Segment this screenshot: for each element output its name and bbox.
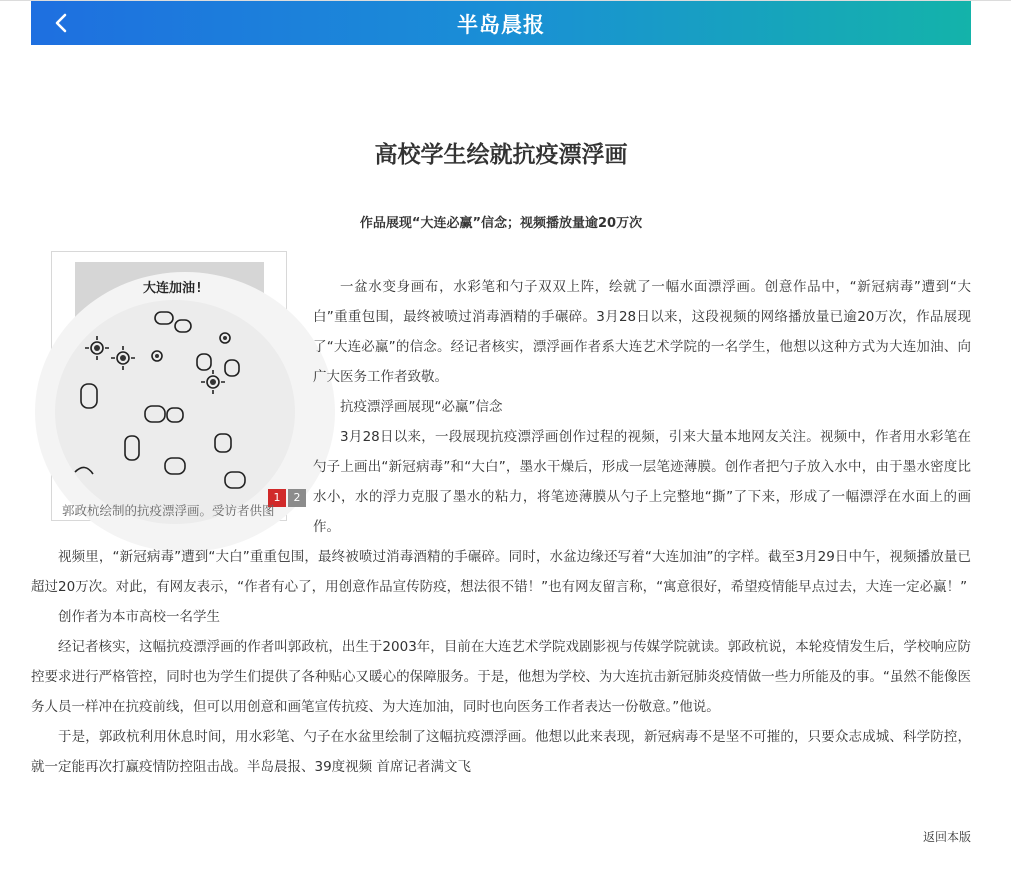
article-title: 高校学生绘就抗疫漂浮画 bbox=[374, 142, 628, 168]
paragraph: 视频里，“新冠病毒”遭到“大白”重重包围，最终被喷过消毒酒精的手碾碎。同时，水盆边缘还写着“大连加油”的字样。截至3月29日中午，视频播放量已超过20万次。对此，有网友表示，“作者有心了，用创意作品宣传防疫，想法很不错！”也有网友留言称，“寓意很好，希望疫情能早点过去，大连一定必赢！” bbox=[31, 549, 971, 595]
paragraph: 一盆水变身画布，水彩笔和勺子双双上阵，绘就了一幅水面漂浮画。创意作品中，“新冠病毒”遭到“大白”重重包围，最终被喷过消毒酒精的手碾碎。3月28日以来，这段视频的网络播放量已逾20万次，作品展现了“大连必赢”的信念。经记者核实，漂浮画作者系大连艺术学院的一名学生，他想以这种方式为大连加油、向广大医务工作者致敬。 bbox=[313, 279, 971, 385]
photo-handwriting: 大连加油! bbox=[143, 281, 203, 296]
back-to-section-link[interactable]: 返回本版 bbox=[922, 830, 971, 844]
header-bar bbox=[31, 1, 971, 45]
article-body bbox=[31, 272, 971, 782]
section-heading: 抗疫漂浮画展现“必赢”信念 bbox=[340, 399, 503, 415]
paragraph: 3月28日以来，一段展现抗疫漂浮画创作过程的视频，引来大量本地网友关注。视频中，作者用水彩笔在勺子上画出“新冠病毒”和“大白”，墨水干燥后，形成一层笔迹薄膜。创作者把勺子放入水中，由于墨水密度比水小，水的浮力克服了墨水的粘力，将笔迹薄膜从勺子上完整地“撕”了下来，形成了一幅漂浮在水面上的画作。 bbox=[313, 429, 971, 535]
section-heading: 创作者为本市高校一名学生 bbox=[58, 609, 220, 625]
figure-spacer bbox=[31, 272, 313, 536]
site-logo[interactable]: 半岛晨报 bbox=[457, 13, 545, 37]
article-subtitle: 作品展现“大连必赢”信念；视频播放量逾20万次 bbox=[359, 216, 643, 231]
paragraph: 经记者核实，这幅抗疫漂浮画的作者叫郭政杭，出生于2003年，目前在大连艺术学院戏剧影视与传媒学院就读。郭政杭说，本轮疫情发生后，学校响应防控要求进行严格管控，同时也为学生们提供了各种贴心又暖心的保障服务。于是，他想为学校、为大连抗击新冠肺炎疫情做一些力所能及的事。“虽然不能像医务人员一样冲在抗疫前线，但可以用创意和画笔宣传抗疫、为大连加油，同时也向医务工作者表达一份敬意。”他说。 bbox=[31, 639, 971, 715]
photo-caption: 郭政杭绘制的抗疫漂浮画。受访者供图 bbox=[62, 503, 275, 518]
page-1-button[interactable]: 1 bbox=[268, 489, 286, 507]
page-2-button[interactable]: 2 bbox=[288, 489, 306, 507]
paragraph: 于是，郭政杭利用休息时间，用水彩笔、勺子在水盆里绘制了这幅抗疫漂浮画。他想以此来表现，新冠病毒不是坚不可摧的，只要众志成城、科学防控，就一定能再次打赢疫情防控阻击战。半岛晨报、39度视频 首席记者满文飞 bbox=[31, 729, 971, 775]
